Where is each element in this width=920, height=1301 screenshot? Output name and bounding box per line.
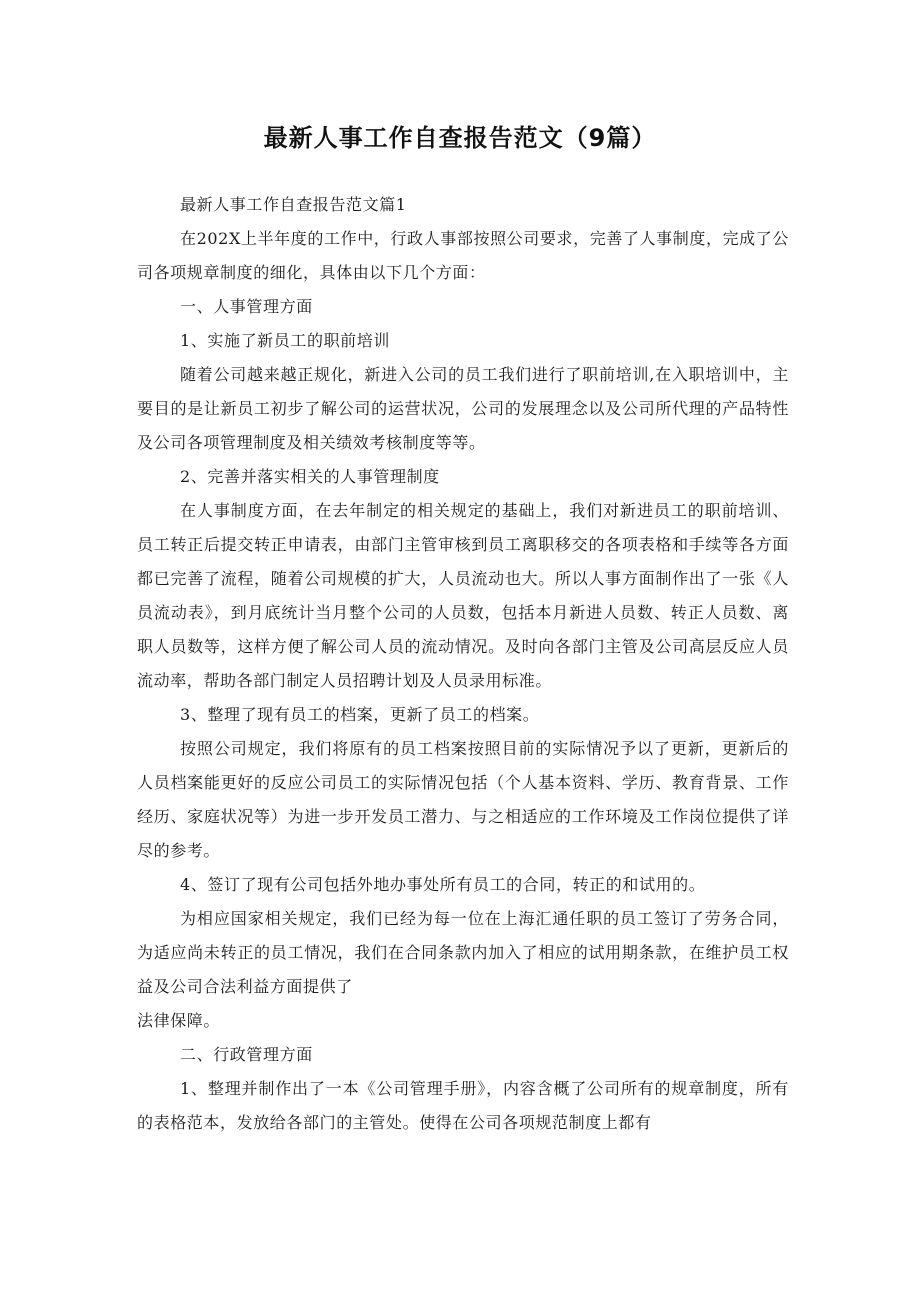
body-paragraph: 在人事制度方面，在去年制定的相关规定的基础上，我们对新进员工的职前培训、员工转正后提交转正申请表，由部门主管审核到员工离职移交的各项表格和手续等各方面都已完善了流程，随着公司规模的扩大，人员流动也大。所以人事方面制作出了一张《人员流动表》，到月底统计当月整个公司的人员数，包括本月新进人员数、转正人员数、离职人员数等，这样方便了解公司人员的流动情况。及时向各部门主管及公司高层反应人员流动率，帮助各部门制定人员招聘计划及人员录用标准。	[137, 501, 789, 690]
body-paragraph-continuation: 法律保障。	[137, 1011, 221, 1030]
body-paragraph: 随着公司越来越正规化，新进入公司的员工我们进行了职前培训,在入职培训中，主要目的是让新员工初步了解公司的运营状况，公司的发展理念以及公司所代理的产品特性及公司各项管理制度及相关绩效考核制度等等。	[137, 365, 789, 452]
subsection-heading: 1、实施了新员工的职前培训	[180, 331, 390, 350]
body-paragraph: 1、整理并制作出了一本《公司管理手册》，内容含概了公司所有的规章制度，所有的表格范本，发放给各部门的主管处。使得在公司各项规范制度上都有	[137, 1079, 789, 1132]
section-heading: 一、人事管理方面	[180, 297, 313, 316]
section-heading: 二、行政管理方面	[180, 1045, 313, 1064]
subsection-heading: 4、签订了现有公司包括外地办事处所有员工的合同，转正的和试用的。	[180, 875, 706, 894]
document-body	[137, 188, 789, 1140]
body-paragraph: 为相应国家相关规定，我们已经为每一位在上海汇通任职的员工签订了劳务合同，为适应尚未转正的员工情况，我们在合同条款内加入了相应的试用期条款，在维护员工权益及公司合法利益方面提供了	[137, 909, 789, 996]
body-paragraph: 按照公司规定，我们将原有的员工档案按照目前的实际情况予以了更新，更新后的人员档案能更好的反应公司员工的实际情况包括（个人基本资料、学历、教育背景、工作经历、家庭状况等）为进一步开发员工潜力、与之相适应的工作环境及工作岗位提供了详尽的参考。	[137, 739, 789, 860]
body-paragraph: 在202X上半年度的工作中，行政人事部按照公司要求，完善了人事制度，完成了公司各项规章制度的细化，具体由以下几个方面：	[137, 229, 789, 282]
subsection-heading: 3、整理了现有员工的档案，更新了员工的档案。	[180, 705, 540, 724]
subsection-heading: 2、完善并落实相关的人事管理制度	[180, 467, 440, 486]
document-title: 最新人事工作自查报告范文（9篇）	[263, 124, 657, 152]
section-heading: 最新人事工作自查报告范文篇1	[180, 195, 407, 214]
